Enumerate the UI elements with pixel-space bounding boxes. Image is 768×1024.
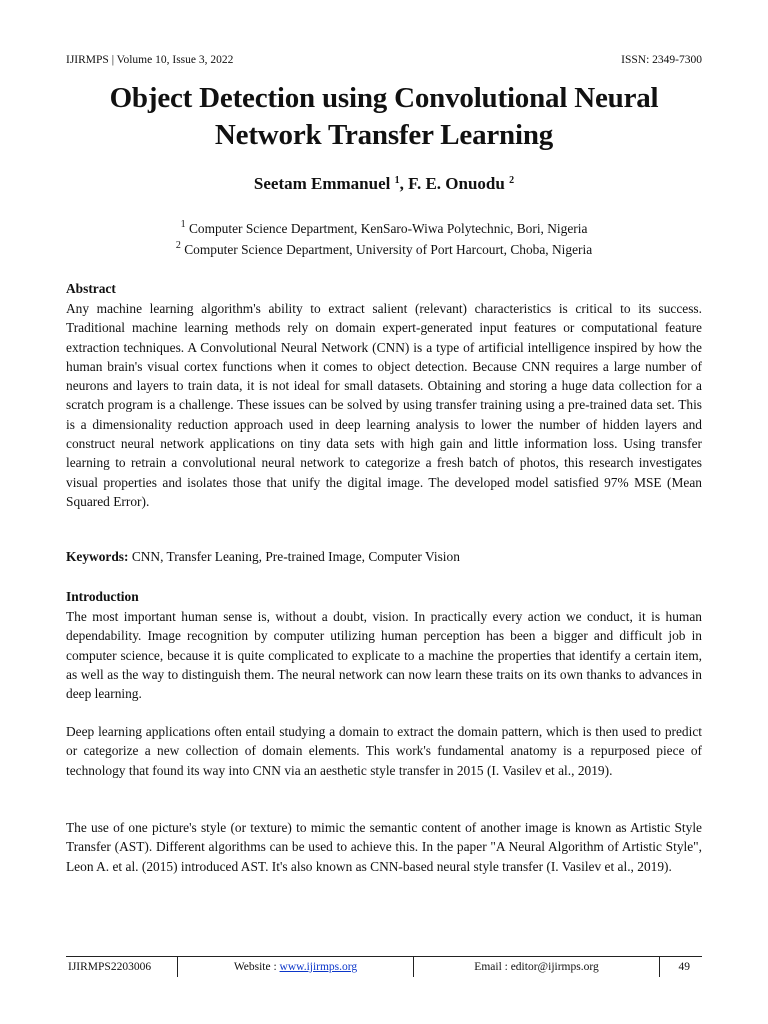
page-number: 49	[678, 961, 690, 973]
keywords-text: CNN, Transfer Leaning, Pre-trained Image, Computer Vision	[128, 549, 460, 564]
author-1: Seetam Emmanuel	[253, 174, 391, 193]
footer-website	[178, 957, 414, 977]
footer-paper-id: IJIRMPS2203006	[66, 957, 178, 977]
running-header	[66, 54, 702, 66]
author-separator: ,	[399, 174, 409, 193]
abstract-text: Any machine learning algorithm's ability to extract salient (relevant) characteristics is critical to its success. Traditional machine learning methods rely on domain expert-generated input features or computational feature extraction techniques. A Convolutional Neural Network (CNN) is a type of artificial intelligence inspired by how the human brain's visual cortex functions when it comes to object detection. Because CNN requires a large number of neurons and layers to train data, it is not ideal for small datasets. Obtaining and storing a huge data collection for a scratch program is a challenge. These issues can be solved by using transfer training using a pre-trained data set. This is a dimensionality reduction approach used in deep learning analysis to lower the number of hidden layers and construct neural network applications on tiny data sets with high gain and little information loss. Using transfer learning to retrain a convolutional neural network to categorize a fresh batch of photos, this research investigates visual properties and isolates those that unify the digital image. The developed model satisfied 97% MSE (Mean Squared Error).	[66, 301, 702, 509]
affiliation-1-mark: 1	[180, 219, 186, 230]
keywords-label: Keywords:	[66, 549, 129, 564]
affiliation-1-text: Computer Science Department, KenSaro-Wiwa Polytechnic, Bori, Nigeria	[185, 221, 588, 236]
page-footer	[66, 957, 702, 977]
issn: ISSN: 2349-7300	[621, 54, 702, 66]
introduction-paragraph-3: The use of one picture's style (or texture) to mimic the semantic content of another image is known as Artistic Style Transfer (AST). Different algorithms can be used to achieve this. In the paper "A Neural Algorithm of Artistic Style", Leon A. et al. (2015) introduced AST. It's also known as CNN-based neural style transfer (I. Vasilev et al., 2019).	[66, 820, 702, 874]
author-2-affiliation-mark: 2	[509, 175, 515, 186]
author-1-affiliation-mark: 1	[394, 175, 400, 186]
introduction-paragraph-2: Deep learning applications often entail studying a domain to extract the domain pattern, which is then used to predict or categorize a new collection of domain elements. This work's fundamental anatomy is a repurposed piece of technology that found its way into CNN via an aesthetic style transfer in 2015 (I. Vasilev et al., 2019).	[66, 724, 702, 778]
title-line-1: Object Detection using Convolutional Neural	[109, 82, 659, 114]
author-list	[40, 174, 728, 194]
website-link[interactable]: www.ijirmps.org	[279, 961, 358, 973]
affiliation-2	[40, 242, 728, 258]
footer-email: Email : editor@ijirmps.org	[414, 957, 660, 977]
keywords	[66, 549, 460, 565]
affiliation-2-mark: 2	[175, 240, 181, 251]
affiliation-2-text: Computer Science Department, University of Port Harcourt, Choba, Nigeria	[180, 242, 593, 257]
title-line-2: Network Transfer Learning	[214, 119, 554, 151]
introduction-paragraph-1: The most important human sense is, without a doubt, vision. In practically every action we conduct, it is human dependability. Image recognition by computer utilizing human perception has been a bigger and difficult job in computer science, because it is quite complicated to explicate to a machine the properties that identify a certain item, as well as the way to distinguish them. The neural network can now learn these traits on its own thanks to advances in deep learning.	[66, 609, 702, 702]
affiliation-1	[40, 221, 728, 237]
website-label: Website :	[233, 961, 277, 973]
author-2: F. E. Onuodu	[408, 174, 505, 193]
abstract-heading: Abstract	[66, 281, 116, 296]
journal-info: IJIRMPS | Volume 10, Issue 3, 2022	[66, 54, 234, 66]
paper-title	[40, 80, 728, 154]
introduction-heading: Introduction	[66, 589, 139, 604]
